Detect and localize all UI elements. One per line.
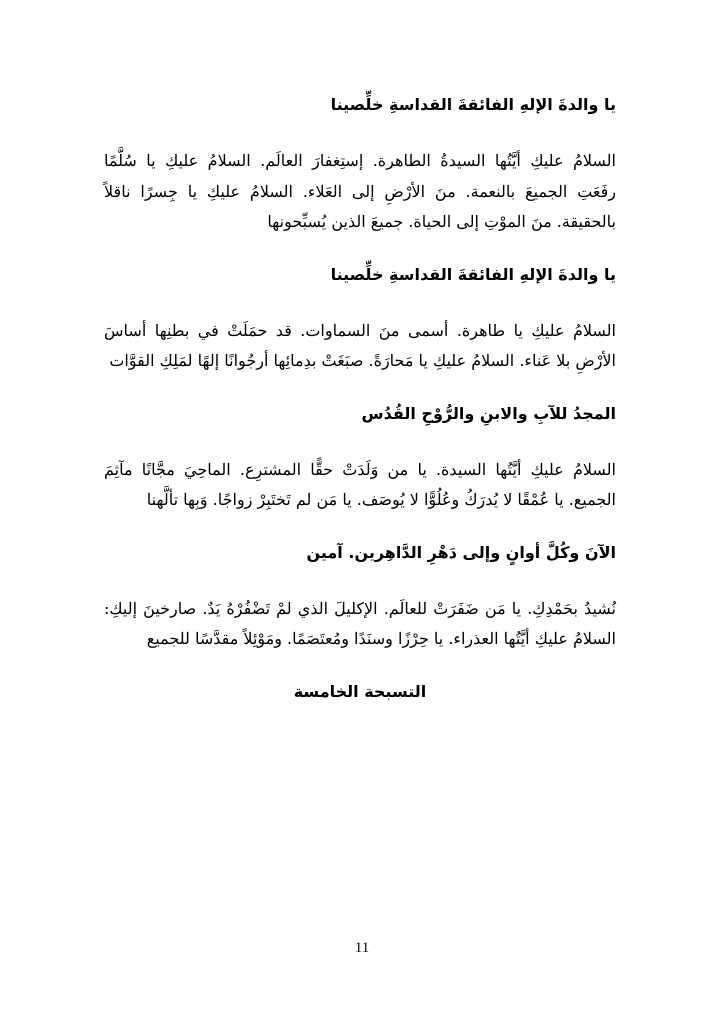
- doxology-heading: الآنَ وكُلَّ أوانٍ وإلى دَهْرِ الدَّاهِرين. آمين: [306, 542, 616, 562]
- hymn-paragraph: السلامُ عليكِ أيَّتُها السيدة. يا من وَلَدَتْ حقًّا المشترِع. الماحِيَ مجَّانًا مآثِمَ الجميع. يا عُمْقًا لا يُدرَكُ وعُلُوًّا لا يُوصَف. يا مَن لم تَختَبِرْ زواجًا. وَبِها تألَّهنا: [104, 459, 616, 509]
- hymn-paragraph: السلامُ عليكِ يا طاهرة. أسمى منَ السماوات. قد حمَلَتْ في بطنِها أساسَ الأرْضِ بلا عَناء. السلامُ عليكِ يا مَحارَةً. صبَغَتْ بدِمائِها أرجُوانًا إلهًا لمَلِكِ القوَّات: [104, 320, 616, 370]
- page-body: [104, 92, 616, 705]
- refrain-heading: يا والدةَ الإلهِ الفائقةَ القداسةِ خلِّصينا: [330, 264, 616, 284]
- page-number: 11: [354, 940, 370, 956]
- section-title: التسبحة الخامسة: [293, 681, 427, 701]
- refrain-heading: يا والدةَ الإلهِ الفائقةَ القداسةِ خلِّصينا: [330, 95, 616, 114]
- hymn-paragraph: نُشيدُ بحَمْدِكِ. يا مَن ضَفَرَتْ للعالَم. الإكليلَ الذي لمْ تَضْفُرْهُ يَدٌ. صارخينَ إليكِ: السلامُ عليكِ أيَّتُها العذراء. يا حِرْزًا وسنَدًا ومُعتَصَمًا. ومَوْئِلاً مقدَّسًا للجميع: [104, 598, 616, 648]
- hymn-paragraph: السلامُ عليكِ أيَّتُها السيدةُ الطاهرة. إستِغفارَ العالَم. السلامُ عليكِ يا سُلَّمًا رفَعَتِ الجميعَ بالنعمة. منَ الأرْضِ إلى العَلاء. السلامُ عليكِ يا جِسرًا ناقلاً بالحقيقة. منَ الموْتِ إلى الحياة. جميعَ الذين يُسبِّحونها: [104, 151, 616, 231]
- doxology-heading: المجدُ للآبِ والابنِ والرُّوْحِ القُدُس: [361, 403, 616, 423]
